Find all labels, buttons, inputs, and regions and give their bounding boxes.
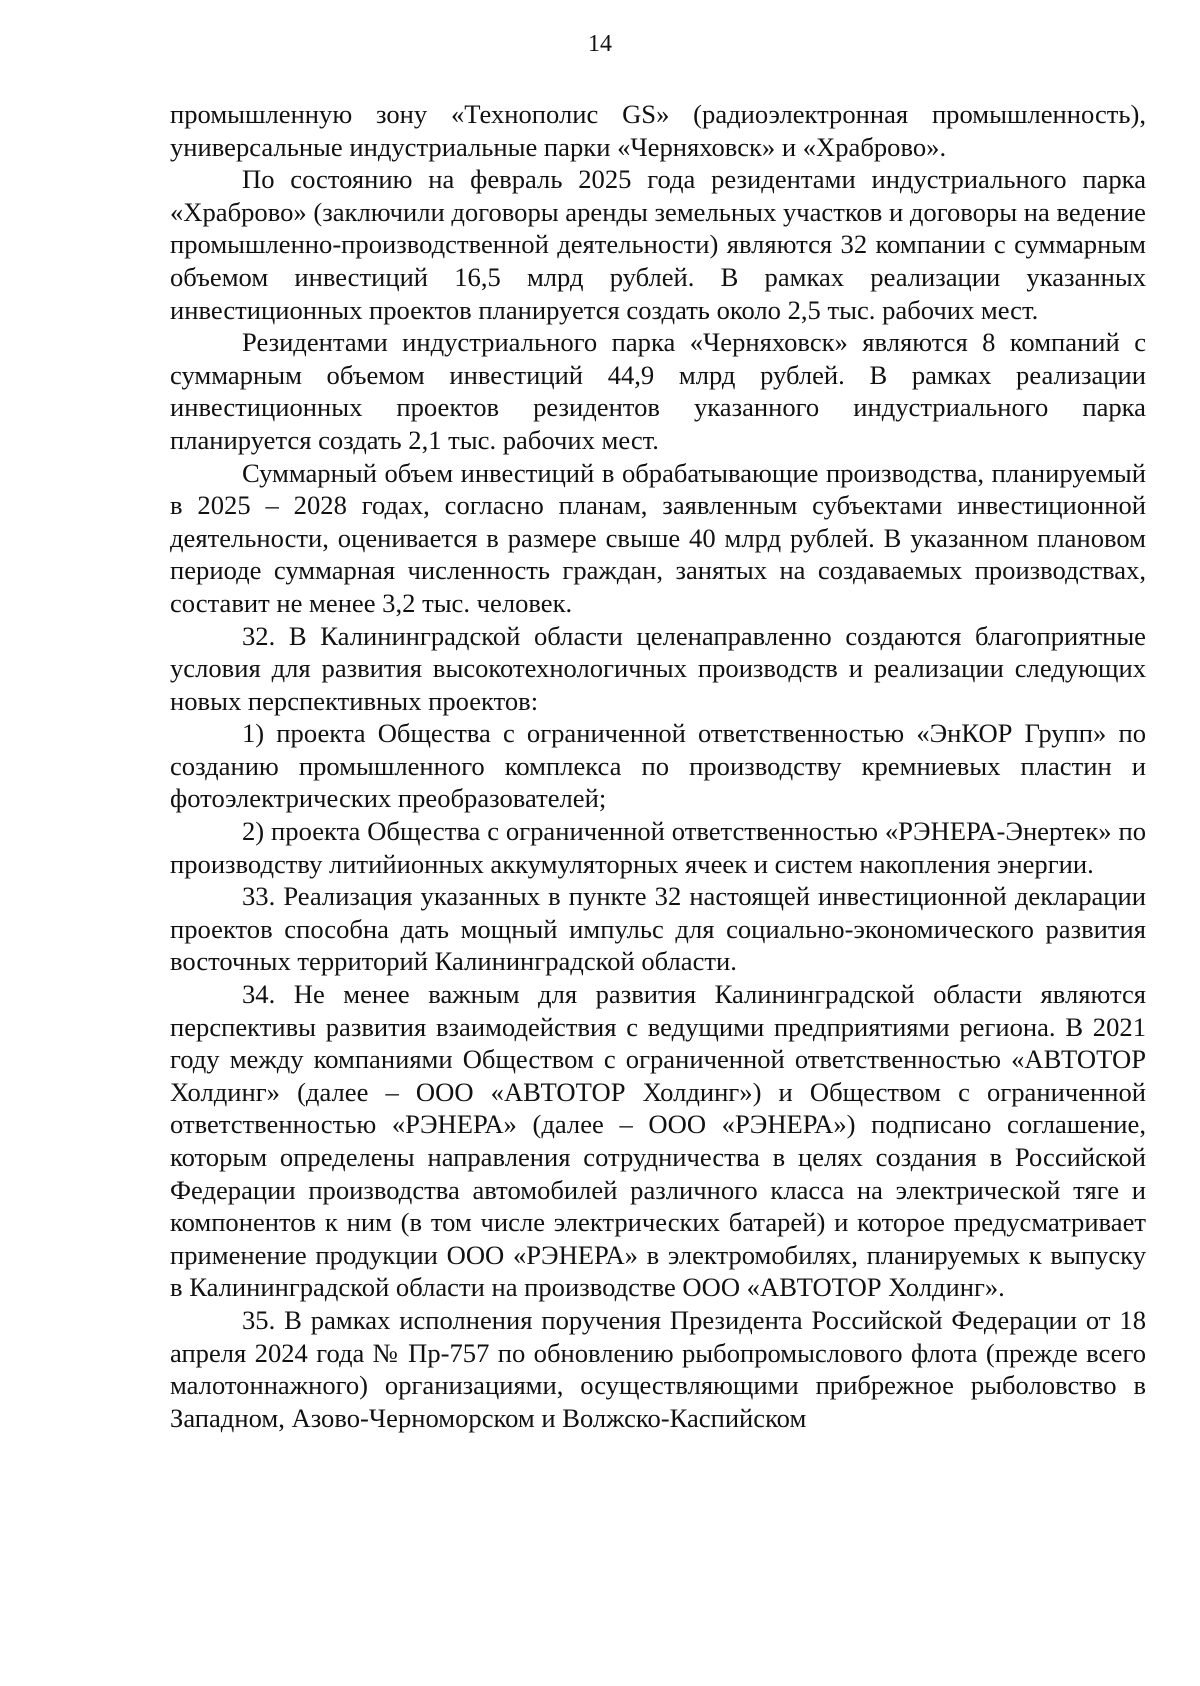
paragraph-item-35: 35. В рамках исполнения поручения Президента Российской Федерации от 18 апреля 2024 года № Пр-757 по обновлению рыбопромыслового флота (прежде всего малотоннажного) организациями, осуществляющими прибрежное рыболовство в Западном, Азово-Черноморском и Волжско-Каспийском <box>170 1304 1146 1433</box>
paragraph-chernyakhovsk-residents: Резидентами индустриального парка «Черняховск» являются 8 компаний с суммарным объемом инвестиций 44,9 млрд рублей. В рамках реализации инвестиционных проектов резидентов указанного индустриального парка планируется создать 2,1 тыс. рабочих мест. <box>170 327 1146 455</box>
paragraph-continuation: промышленную зону «Технополис GS» (радиоэлектронная промышленность), универсальные индустриальные парки «Черняховск» и «Храброво». <box>170 99 1146 162</box>
document-body <box>170 98 1146 1434</box>
paragraph-item-34: 34. Не менее важным для развития Калининградской области являются перспективы развития взаимодействия с ведущими предприятиями региона. В 2021 году между компаниями Обществом с ограниченной ответственностью «АВТОТОР Холдинг» (далее – ООО «АВТОТОР Холдинг») и Обществом с ограниченной ответственностью «РЭНЕРА» (далее – ООО «РЭНЕРА») подписано соглашение, которым определены направления сотрудничества в целях создания в Российской Федерации производства автомобилей различного класса на электрической тяге и компонентов к ним (в том числе электрических батарей) и которое предусматривает применение продукции ООО «РЭНЕРА» в электромобилях, планируемых к выпуску в Калининградской области на производстве ООО «АВТОТОР Холдинг». <box>170 979 1146 1303</box>
paragraph-item-32-2: 2) проекта Общества с ограниченной ответственностью «РЭНЕРА-Энертек» по производству литийионных аккумуляторных ячеек и систем накопления энергии. <box>170 816 1146 879</box>
paragraph-item-32: 32. В Калининградской области целенаправленно создаются благоприятные условия для развития высокотехнологичных производств и реализации следующих новых перспективных проектов: <box>170 620 1146 716</box>
paragraph-manufacturing-investment: Суммарный объем инвестиций в обрабатывающие производства, планируемый в 2025 – 2028 годах, согласно планам, заявленным субъектами инвестиционной деятельности, оценивается в размере свыше 40 млрд рублей. В указанном плановом периоде суммарная численность граждан, занятых на создаваемых производствах, составит не менее 3,2 тыс. человек. <box>170 457 1146 618</box>
paragraph-khrabrovo-residents: По состоянию на февраль 2025 года резидентами индустриального парка «Храброво» (заключили договоры аренды земельных участков и договоры на ведение промышленно-производственной деятельности) являются 32 компании с суммарным объемом инвестиций 16,5 млрд рублей. В рамках реализации указанных инвестиционных проектов планируется создать около 2,5 тыс. рабочих мест. <box>170 164 1146 325</box>
page-number: 14 <box>588 31 612 57</box>
paragraph-item-33: 33. Реализация указанных в пункте 32 настоящей инвестиционной декларации проектов способна дать мощный импульс для социально-экономического развития восточных территорий Калининградской области. <box>170 881 1146 977</box>
paragraph-item-32-1: 1) проекта Общества с ограниченной ответственностью «ЭнКОР Групп» по созданию промышленного комплекса по производству кремниевых пластин и фотоэлектрических преобразователей; <box>170 718 1146 814</box>
